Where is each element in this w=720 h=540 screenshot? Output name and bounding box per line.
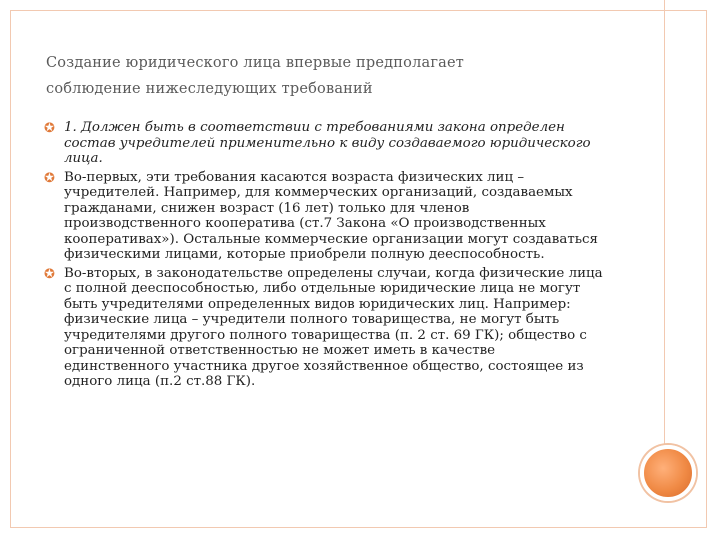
bullet-list	[44, 120, 604, 393]
bullet-marker-icon: ✪	[44, 170, 55, 186]
bullet-text: Во-первых, эти требования касаются возраста физических лиц – учредителей. Например, для коммерческих организаций, создаваемых гражданами, снижен возраст (16 лет) только для членов производственного кооператива (ст.7 Закона «О производственных кооперативах»). Остальные коммерческие организации могут создаваться физическими лицами, которые приобрели полную дееспособность.	[64, 169, 598, 262]
bullet-item	[44, 266, 604, 390]
bullet-text: 1. Должен быть в соответствии с требованиями закона определен состав учредителей применительно к виду создаваемого юридического лица.	[64, 120, 591, 166]
bullet-marker-icon: ✪	[44, 266, 55, 282]
decorative-orange-circle	[640, 445, 696, 501]
bullet-text: Во-вторых, в законодательстве определены случаи, когда физические лица с полной дееспособностью, либо отдельные юридические лица не могут быть учредителями определенных видов юридических лиц. Например: физические лица – учредители полного товарищества, не могут быть учредителями другого полного товарищества (п. 2 ст. 69 ГК); общество с ограниченной ответственностью не может иметь в качестве единственного участника другое хозяйственное общество, состоящее из одного лица (п.2 ст.88 ГК).	[64, 265, 603, 389]
slide-title	[46, 50, 666, 102]
slide-title-line-2: соблюдение нижеследующих требований	[46, 81, 373, 97]
bullet-marker-icon: ✪	[44, 121, 55, 136]
bullet-item	[44, 120, 604, 167]
slide-title-line-1: Создание юридического лица впервые предполагает	[46, 55, 464, 71]
bullet-item	[44, 170, 604, 263]
